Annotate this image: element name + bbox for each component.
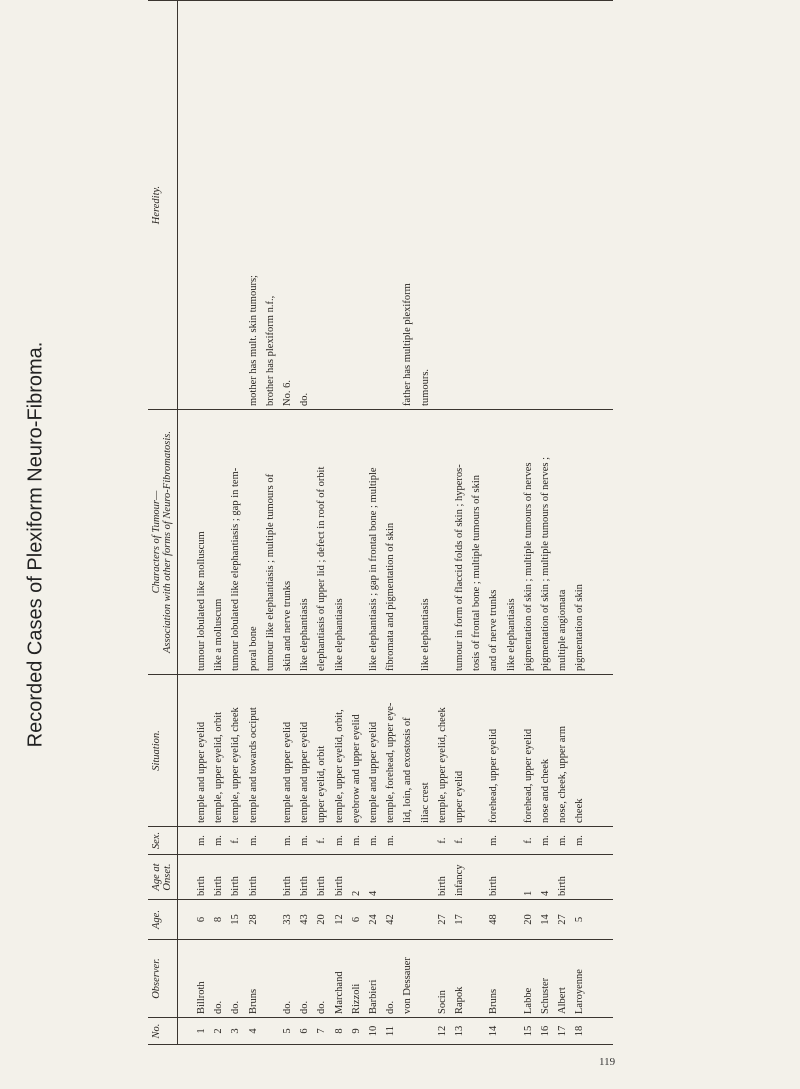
cell-observer: von Dessauer: [402, 957, 414, 1014]
cell-onset: infancy: [454, 864, 465, 896]
cell-observer: Bruns: [247, 988, 259, 1014]
cell-heredity: tumours.: [419, 368, 431, 406]
cell-no: 8: [333, 1028, 345, 1034]
cell-onset: 4: [368, 890, 379, 896]
cell-characters: elephantiasis of upper lid ; defect in roof of orbit: [316, 466, 328, 671]
cell-situation: temple, upper eyelid, orbit,: [333, 709, 345, 823]
cell-situation: upper eyelid: [454, 770, 465, 823]
cell-situation: nose and cheek: [540, 758, 551, 823]
cell-sex: m.: [488, 835, 500, 846]
cell-characters: like elephantiasis: [333, 598, 345, 671]
cell-situation: iliac crest: [419, 782, 431, 823]
cell-characters: fibromata and pigmentation of skin: [385, 522, 397, 671]
cell-no: 5: [282, 1028, 293, 1034]
cell-characters: pigmentation of skin: [574, 584, 586, 671]
cell-observer: do.: [230, 1000, 242, 1014]
col-age: [148, 900, 613, 940]
cell-age: 12: [333, 914, 345, 925]
cell-situation: forehead, upper eyelid: [488, 728, 500, 823]
cell-onset: 2: [350, 890, 362, 896]
cell-heredity: No. 6.: [282, 380, 293, 406]
cell-no: 1: [196, 1028, 207, 1034]
cell-age: 27: [557, 914, 569, 925]
cell-no: 15: [522, 1025, 534, 1037]
header-age: Age.: [148, 900, 178, 939]
cell-situation: temple and upper eyelid: [196, 721, 207, 823]
cell-characters: poral bone: [247, 626, 259, 671]
cell-situation: temple and upper eyelid: [282, 721, 293, 823]
cell-onset: birth: [213, 876, 225, 896]
cell-no: 9: [350, 1028, 362, 1034]
cell-no: 16: [540, 1025, 551, 1037]
cell-situation: temple, forehead, upper eye-: [385, 702, 397, 823]
cell-age: 33: [282, 914, 293, 925]
cell-observer: Barbieri: [368, 979, 379, 1014]
cell-no: 18: [574, 1025, 586, 1037]
cell-characters: tumour lobulated like molluscum: [196, 531, 207, 671]
cell-situation: forehead, upper eyelid: [522, 728, 534, 823]
cell-characters: skin and nerve trunks: [282, 580, 293, 671]
cell-no: 7: [316, 1028, 328, 1034]
cell-onset: birth: [436, 876, 448, 896]
cell-age: 15: [230, 914, 242, 925]
cell-age: 5: [574, 916, 586, 923]
col-sex: [148, 827, 613, 855]
cell-characters: tumour like elephantiasis ; multiple tumours of: [264, 473, 276, 671]
cell-no: 2: [213, 1028, 225, 1034]
cell-sex: m.: [385, 835, 397, 846]
cell-age: 48: [488, 914, 500, 925]
cell-sex: m.: [368, 835, 379, 846]
cell-observer: Rizzoli: [350, 983, 362, 1014]
cell-age: 14: [540, 914, 551, 925]
cell-observer: do.: [299, 1000, 311, 1014]
cell-observer: Rapok: [454, 986, 465, 1014]
cell-characters: tumour lobulated like elephantiasis ; gap in tem-: [230, 467, 242, 671]
header-no: No.: [148, 1018, 178, 1044]
cell-observer: do.: [213, 1000, 225, 1014]
cell-onset: birth: [299, 876, 311, 896]
cell-situation: temple, upper eyelid, orbit: [213, 711, 225, 823]
cell-observer: Albert: [557, 987, 569, 1014]
cell-characters: like elephantiasis: [299, 598, 311, 671]
header-sex: Sex.: [148, 827, 178, 854]
cell-situation: upper eyelid, orbit: [316, 745, 328, 823]
cell-observer: Schuster: [540, 977, 551, 1014]
cell-heredity: father has multiple plexiform: [402, 283, 414, 406]
cell-heredity: mother has mult. skin tumours;: [247, 275, 259, 406]
cell-characters: multiple angiomata: [557, 589, 569, 671]
cell-age: 8: [213, 916, 225, 923]
cases-table: [148, 0, 613, 1045]
cell-sex: f.: [436, 837, 448, 844]
cell-no: 4: [247, 1028, 259, 1034]
cell-no: 13: [454, 1025, 465, 1037]
cell-onset: birth: [282, 876, 293, 896]
cell-onset: 4: [540, 890, 551, 896]
page-title: Recorded Cases of Plexiform Neuro-Fibroma.: [24, 341, 47, 748]
cell-situation: lid, loin, and exostosis of: [402, 717, 414, 823]
cell-sex: m.: [282, 835, 293, 846]
cell-no: 17: [557, 1025, 569, 1037]
cell-situation: temple and upper eyelid: [368, 721, 379, 823]
cell-situation: temple and upper eyelid: [299, 721, 311, 823]
cell-characters: and of nerve trunks: [488, 589, 500, 671]
cell-characters: like elephantiasis: [505, 598, 517, 671]
cell-sex: m.: [557, 835, 569, 846]
cell-sex: f.: [522, 837, 534, 844]
cell-characters: tosis of frontal bone ; multiple tumours of skin: [471, 475, 483, 671]
cell-situation: nose, cheek, upper arm: [557, 725, 569, 823]
cell-sex: m.: [350, 835, 362, 846]
cell-situation: temple and towards occiput: [247, 707, 259, 823]
header-onset: Age at Onset.: [148, 855, 178, 899]
cell-sex: m.: [574, 835, 586, 846]
cell-situation: temple, upper eyelid, cheek: [230, 707, 242, 823]
cell-onset: 1: [522, 890, 534, 896]
cell-onset: birth: [230, 876, 242, 896]
header-characters: [148, 410, 178, 674]
cell-onset: birth: [488, 876, 500, 896]
cell-onset: birth: [557, 876, 569, 896]
cell-observer: Billroth: [196, 981, 207, 1014]
cell-onset: birth: [247, 876, 259, 896]
cell-sex: m.: [213, 835, 225, 846]
cell-no: 14: [488, 1025, 500, 1037]
cell-characters: pigmentation of skin ; multiple tumours of nerves ;: [540, 456, 551, 671]
cell-observer: do.: [385, 1000, 397, 1014]
cell-age: 42: [385, 914, 397, 925]
header-characters-line1: Characters of Tumour—: [151, 490, 162, 594]
cell-situation: temple, upper eyelid, cheek: [436, 707, 448, 823]
cell-observer: Laroyenne: [574, 969, 586, 1014]
cell-sex: m.: [247, 835, 259, 846]
cell-observer: Bruns: [488, 988, 500, 1014]
cell-observer: Socin: [436, 990, 448, 1014]
cell-heredity: brother has plexiform n.f.,: [264, 295, 276, 406]
cell-onset: birth: [316, 876, 328, 896]
header-situation: Situation.: [148, 675, 178, 826]
cell-characters: pigmentation of skin ; multiple tumours of nerves: [522, 462, 534, 671]
cell-sex: m.: [196, 835, 207, 846]
cell-situation: cheek: [574, 798, 586, 823]
cell-observer: Labbe: [522, 987, 534, 1014]
cell-characters: tumour in form of flaccid folds of skin ; hyperos-: [454, 464, 465, 671]
cell-age: 28: [247, 914, 259, 925]
cell-age: 6: [350, 916, 362, 923]
page-number: 119: [599, 1056, 616, 1068]
cell-observer: Marchand: [333, 971, 345, 1014]
cell-sex: m.: [540, 835, 551, 846]
cell-heredity: do.: [299, 392, 311, 406]
cell-age: 27: [436, 914, 448, 925]
cell-no: 6: [299, 1028, 311, 1034]
cell-sex: m.: [333, 835, 345, 846]
cell-sex: m.: [299, 835, 311, 846]
cell-sex: f.: [316, 837, 328, 844]
cell-characters: like elephantiasis ; gap in frontal bone ; multiple: [368, 467, 379, 671]
col-situation: [148, 675, 613, 827]
cell-characters: like a molluscum: [213, 598, 225, 671]
cell-sex: f.: [454, 837, 465, 844]
cell-characters: like elephantiasis: [419, 598, 431, 671]
cell-age: 6: [196, 916, 207, 923]
cell-age: 43: [299, 914, 311, 925]
cell-observer: do.: [316, 1000, 328, 1014]
col-characters: [148, 410, 613, 675]
cell-no: 12: [436, 1025, 448, 1037]
col-no: [148, 1018, 613, 1045]
cell-sex: f.: [230, 837, 242, 844]
cell-no: 3: [230, 1028, 242, 1034]
cell-age: 24: [368, 914, 379, 925]
cell-age: 20: [316, 914, 328, 925]
cell-age: 20: [522, 914, 534, 925]
cell-situation: eyebrow and upper eyelid: [350, 714, 362, 823]
col-observer: [148, 940, 613, 1018]
cell-no: 11: [385, 1025, 397, 1037]
cell-observer: do.: [282, 1000, 293, 1014]
header-observer: Observer.: [148, 940, 178, 1017]
col-onset: [148, 855, 613, 900]
col-heredity: [148, 0, 613, 410]
cell-age: 17: [454, 914, 465, 925]
header-heredity: Heredity.: [148, 1, 178, 409]
header-characters-line2: Association with other forms of Neuro-Fibromatosis.: [162, 430, 173, 654]
cell-no: 10: [368, 1025, 379, 1037]
cell-onset: birth: [333, 876, 345, 896]
cell-onset: birth: [196, 876, 207, 896]
